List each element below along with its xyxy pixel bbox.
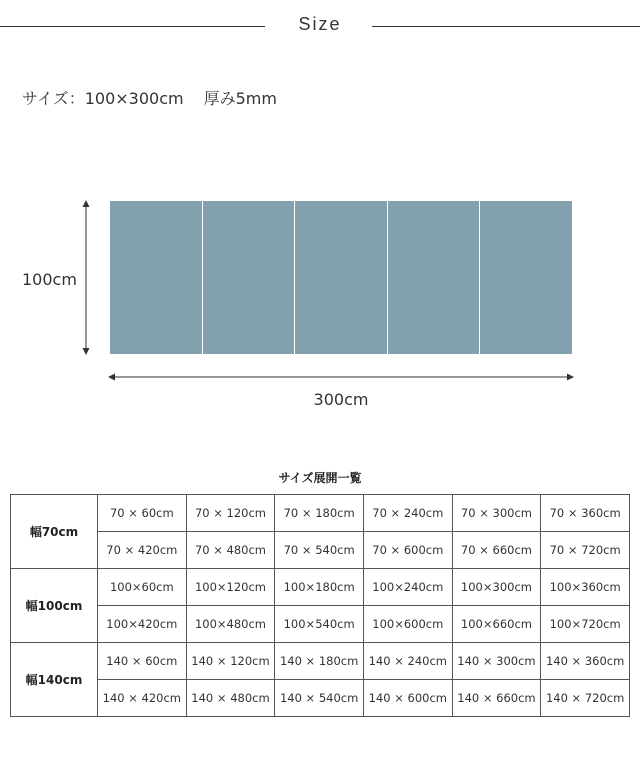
table-row	[11, 532, 630, 569]
size-cell: 140 × 180cm	[275, 643, 364, 680]
size-table	[10, 494, 630, 717]
table-row	[11, 680, 630, 717]
size-cell: 100×420cm	[98, 606, 187, 643]
size-cell: 100×180cm	[275, 569, 364, 606]
size-cell: 70 × 600cm	[363, 532, 452, 569]
width-group-label: 幅70cm	[11, 495, 98, 569]
section-heading: Size	[298, 14, 342, 34]
table-row	[11, 643, 630, 680]
mat-panel	[110, 201, 202, 354]
table-title: サイズ展開一覧	[278, 471, 362, 485]
size-cell: 70 × 120cm	[186, 495, 275, 532]
size-cell: 140 × 120cm	[186, 643, 275, 680]
size-cell: 70 × 360cm	[541, 495, 630, 532]
size-cell: 70 × 240cm	[363, 495, 452, 532]
size-cell: 140 × 360cm	[541, 643, 630, 680]
thickness-spec: 厚み5mm	[203, 89, 277, 108]
size-cell: 140 × 240cm	[363, 643, 452, 680]
size-cell: 140 × 60cm	[98, 643, 187, 680]
size-cell: 140 × 600cm	[363, 680, 452, 717]
mat-panel	[203, 201, 295, 354]
size-cell: 140 × 660cm	[452, 680, 541, 717]
size-cell: 100×600cm	[363, 606, 452, 643]
size-cell: 100×660cm	[452, 606, 541, 643]
size-cell: 100×720cm	[541, 606, 630, 643]
size-cell: 70 × 540cm	[275, 532, 364, 569]
header-rule-right	[372, 26, 640, 27]
size-cell: 70 × 60cm	[98, 495, 187, 532]
width-label: 300cm	[313, 390, 369, 409]
table-row	[11, 495, 630, 532]
width-group-label: 幅140cm	[11, 643, 98, 717]
size-cell: 70 × 660cm	[452, 532, 541, 569]
size-cell: 140 × 300cm	[452, 643, 541, 680]
size-cell: 100×60cm	[98, 569, 187, 606]
size-cell: 100×480cm	[186, 606, 275, 643]
mat-panel	[480, 201, 572, 354]
table-row	[11, 606, 630, 643]
size-cell: 70 × 180cm	[275, 495, 364, 532]
size-cell: 140 × 420cm	[98, 680, 187, 717]
size-cell: 140 × 720cm	[541, 680, 630, 717]
size-cell: 100×120cm	[186, 569, 275, 606]
width-group-label: 幅100cm	[11, 569, 98, 643]
mat-panel	[388, 201, 480, 354]
mat-panel	[295, 201, 387, 354]
size-cell: 140 × 540cm	[275, 680, 364, 717]
mat-diagram	[110, 201, 572, 354]
spec-line	[22, 86, 277, 109]
width-arrow-icon	[108, 372, 574, 382]
size-cell: 100×300cm	[452, 569, 541, 606]
size-cell: 70 × 420cm	[98, 532, 187, 569]
height-arrow-icon	[81, 200, 91, 355]
size-cell: 100×360cm	[541, 569, 630, 606]
size-cell: 100×240cm	[363, 569, 452, 606]
size-cell: 70 × 300cm	[452, 495, 541, 532]
size-cell: 140 × 480cm	[186, 680, 275, 717]
size-cell: 70 × 480cm	[186, 532, 275, 569]
size-cell: 100×540cm	[275, 606, 364, 643]
height-label: 100cm	[22, 270, 77, 289]
size-spec: サイズ：100×300cm	[22, 89, 184, 108]
size-cell: 70 × 720cm	[541, 532, 630, 569]
table-row	[11, 569, 630, 606]
